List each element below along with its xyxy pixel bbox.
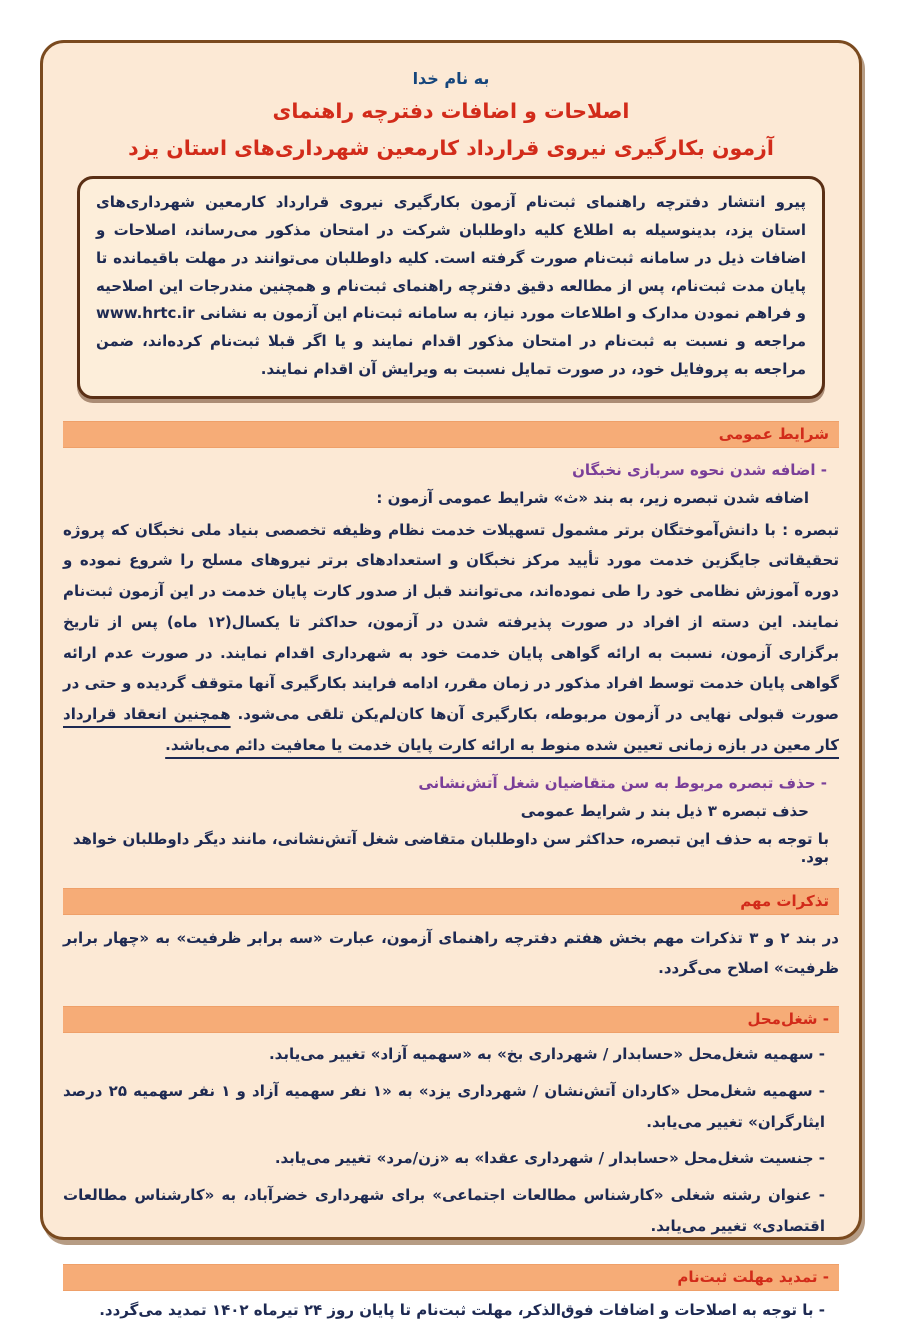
intro-box (77, 176, 825, 398)
section-bar-registration-extension: - تمدید مهلت ثبت‌نام (63, 1264, 839, 1291)
doc-title-line2: آزمون بکارگیری نیروی قرارداد کارمعین شهرداری‌های استان یزد (128, 135, 774, 160)
elite-paragraph-underlined: همچنین انعقاد قرارداد کار معین در بازه زمانی تعیین شده منوط به ارائه کارت پایان خدمت یا معافیت دائم می‌باشد. (63, 705, 839, 754)
subsection-heading-elite-military-service: - اضافه شدن نحوه سربازی نخبگان (572, 460, 827, 479)
elite-military-service-paragraph (63, 515, 839, 761)
bismillah-text: به نام خدا (412, 69, 490, 88)
page-card (40, 40, 862, 1319)
important-notes-paragraph: در بند ۲ و ۳ تذکرات مهم بخش هفتم دفترچه راهنمای آزمون، عبارت «سه برابر ظرفیت» به «چهار برابر ظرفیت» اصلاح می‌گردد. (63, 928, 839, 978)
intro-text-before-url: پیرو انتشار دفترچه راهنمای ثبت‌نام آزمون بکارگیری نیروی قرارداد کارمعین شهرداری‌های استان یزد، بدینوسیله به اطلاع کلیه داوطلبان شرکت در امتحان مذکور می‌رساند، اصلاحات و اضافات ذیل در سامانه ثبت‌نام صورت گرفته است. کلیه داوطلبان می‌توانند در مهلت باقیمانده تا پایان مدت ثبت‌نام، پس از مطالعه دقیق دفترچه راهنمای ثبت‌نام و همچنین مندرجات این اصلاحیه و فراهم نمودن مدارک و اطلاعات مورد نیاز، به سامانه ثبت‌نام این آزمون به نشانی (96, 193, 806, 323)
subsection-heading-firefighter-age-note-removal: - حذف تبصره مربوط به سن متقاضیان شغل آتش‌نشانی (418, 773, 827, 792)
registration-url: www.hrtc.ir (96, 304, 195, 323)
firefighter-note-line1: حذف تبصره ۳ ذیل بند ر شرایط عمومی (520, 801, 809, 820)
section-bar-general-conditions: شرایط عمومی (63, 421, 839, 448)
job-location-item: - سهمیه شغل‌محل «حسابدار / شهرداری بخ» به «سهمیه آزاد» تغییر می‌یابد. (268, 1045, 825, 1064)
job-location-item: - سهمیه شغل‌محل «کاردان آتش‌نشان / شهرداری یزد» به «۱ نفر سهمیه آزاد و ۱ نفر سهمیه ۲۵ درصد ایثارگران» تغییر می‌یابد. (63, 1081, 825, 1131)
doc-title-line1: اصلاحات و اضافات دفترچه راهنمای (272, 99, 630, 123)
section-bar-job-location: - شغل‌محل (63, 1006, 839, 1033)
card-inner (43, 43, 859, 1319)
job-location-item: - جنسیت شغل‌محل «حسابدار / شهرداری عقدا» به «زن/مرد» تغییر می‌یابد. (274, 1149, 825, 1168)
firefighter-note-line2: با توجه به حذف این تبصره، حداکثر سن داوطلبان متقاضی شغل آتش‌نشانی، مانند دیگر داوطلبان خواهد بود. (72, 829, 829, 866)
elite-paragraph-main: تبصره : با دانش‌آموختگان برتر مشمول تسهیلات خدمت نظام وظیفه تخصصی بنیاد ملی نخبگان که پروژه تحقیقاتی جایگزین خدمت مورد تأیید مرکز نخبگان و استعدادهای برتر نیروهای مسلح را شروع نموده و دوره آموزش نظامی خود را طی نموده‌اند، می‌توانند قبل از صدور کارت پایان خدمت در این آزمون ثبت‌نام نمایند. این دسته از افراد در صورت پذیرفته شدن در آزمون، حداکثر تا یکسال(۱۲ ماه) پس از تاریخ برگزاری آزمون، نسبت به ارائه گواهی پایان خدمت خود به شهرداری اقدام نمایند. در صورت عدم ارائه گواهی پایان خدمت توسط افراد مذکور در زمان مقرر، ادامه فرایند بکارگیری آنها متوقف گردیده و حتی در صورت قبولی نهایی در آزمون مربوطه، بکارگیری آن‌ها کان‌لم‌یکن تلقی می‌شود. (63, 520, 839, 724)
intro-text-after-url: مراجعه و نسبت به ثبت‌نام در امتحان مذکور اقدام نمایند و یا اگر قبلا ثبت‌نام کرده‌اند، ضمن مراجعه به پروفایل خود، در صورت تمایل نسبت به ویرایش آن اقدام نمایند. (96, 332, 806, 378)
registration-extension-line: - با توجه به اصلاحات و اضافات فوق‌الذکر، مهلت ثبت‌نام تا پایان روز ۲۴ تیرماه ۱۴۰۲ تمدید می‌گردد. (99, 1300, 825, 1319)
section-bar-important-notes: تذکرات مهم (63, 888, 839, 915)
intro-paragraph (96, 189, 806, 383)
job-location-item: - عنوان رشته شغلی «کارشناس مطالعات اجتماعی» برای شهرداری خضرآباد، به «کارشناس مطالعات اقتصادی» تغییر می‌یابد. (63, 1186, 825, 1235)
clause-intro-line: اضافه شدن تبصره زیر، به بند «ث» شرایط عمومی آزمون : (376, 488, 809, 507)
